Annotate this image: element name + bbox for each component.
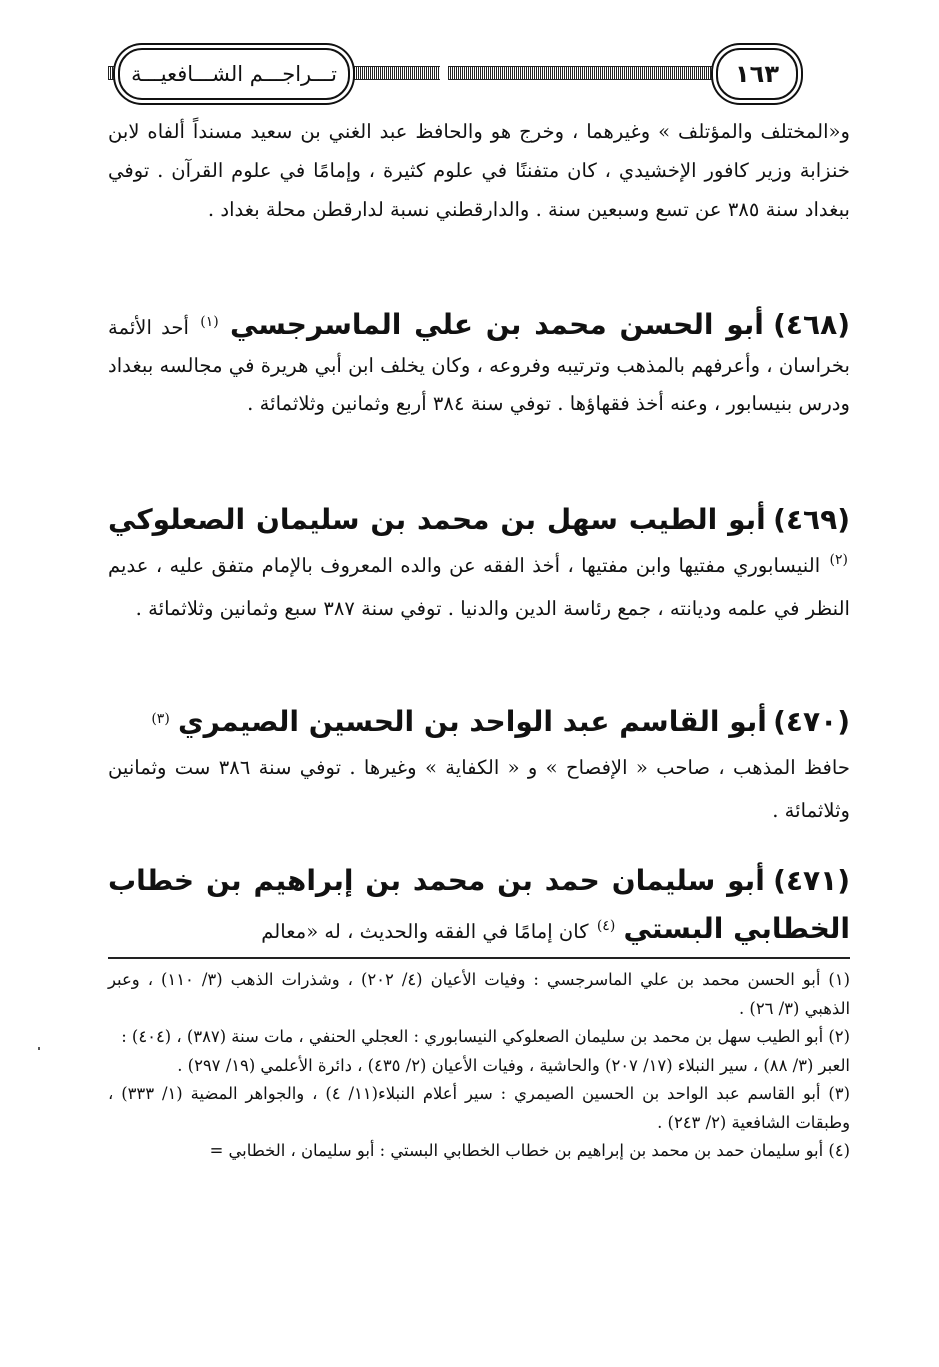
paragraph-continuation bbox=[108, 112, 850, 229]
scan-speck bbox=[38, 1047, 40, 1050]
header-ornament bbox=[108, 66, 116, 80]
footnote-divider bbox=[108, 957, 850, 959]
page-header bbox=[108, 44, 850, 104]
entry-number: (٤٦٩) bbox=[773, 503, 851, 536]
entry-number: (٤٦٨) bbox=[773, 308, 850, 341]
footnote: (٤) أبو سليمان حمد بن محمد بن إبراهيم بن خطاب الخطابي البستي : أبو سليمان ، الخطابي = bbox=[209, 1141, 850, 1160]
header-ornament bbox=[448, 66, 720, 80]
footnote-reference: (١) bbox=[200, 314, 219, 331]
entry-name: أبو القاسم عبد الواحد بن الحسين الصيمري bbox=[178, 705, 767, 738]
running-title: تـــراجـــم الشـــافعيـــة bbox=[118, 48, 350, 100]
entry-number: (٤٧١) bbox=[773, 864, 851, 897]
paragraph-text: و«المختلف والمؤتلف » وغيرهما ، وخرج هو والحافظ عبد الغني بن سعيد مسنداً ألفاه لابن خنزابة وزير كافور الإخشيدي ، كان متفننًا في علوم كثيرة ، وإمامًا في علوم القرآن . توفي ببغداد سنة ٣٨٥ عن تسع وسبعين سنة . والدارقطني نسبة لدارقطن محلة بغداد . bbox=[108, 120, 850, 221]
footnote: (٣) أبو القاسم عبد الواحد بن الحسين الصيمري : سير أعلام النبلاء(١١/ ٤) ، والجواهر المضية (١/ ٣٣٣) ، وطبقات الشافعية (٢/ ٢٤٣) . bbox=[108, 1084, 851, 1132]
entry-name: أبو سليمان حمد بن محمد بن إبراهيم بن خطاب الخطابي البستي bbox=[108, 864, 850, 945]
entry-text: أحد الأئمة بخراسان ، وأعرفهم بالمذهب وترتيبه وفروعه ، وكان يخلف ابن أبي هريرة في مجالسه ببغداد ودرس بنيسابور ، وعنه أخذ فقهاؤها . توفي سنة ٣٨٤ أربع وثمانين وثلاثمائة . bbox=[108, 316, 850, 415]
biography-469 bbox=[108, 498, 850, 630]
page-number: ١٦٣ bbox=[716, 48, 798, 100]
entry-name: أبو الطيب سهل بن محمد بن سليمان الصعلوكي bbox=[108, 503, 766, 536]
footnote: (٢) أبو الطيب سهل بن محمد بن سليمان الصعلوكي النيسابوري : العجلي الحنفي ، مات سنة (٣٨٧) ، (٤٠٤) : bbox=[121, 1027, 850, 1046]
entry-text: حافظ المذهب ، صاحب « الإفصاح » و « الكفاية » وغيرها . توفي سنة ٣٨٦ ست وثمانين وثلاثمائة . bbox=[108, 756, 850, 822]
footnote-reference: (٢) bbox=[829, 552, 848, 569]
biography-468 bbox=[108, 306, 850, 423]
footnote-reference: (٤) bbox=[596, 918, 616, 935]
footnote: (١) أبو الحسن محمد بن علي الماسرجسي : وفيات الأعيان (٤/ ٢٠٢) ، وشذرات الذهب (٣/ ١١٠) ، وعبر الذهبي (٣/ ٢٦) . bbox=[108, 970, 850, 1018]
entry-text: النيسابوري مفتيها وابن مفتيها ، أخذ الفقه عن والده المعروف بالإمام متفق عليه ، عديم النظر في علمه وديانته ، جمع رئاسة الدين والدنيا . توفي سنة ٣٨٧ سبع وثمانين وثلاثمائة . bbox=[108, 554, 850, 620]
footnotes bbox=[108, 966, 850, 1166]
footnote-reference: (٣) bbox=[151, 711, 170, 728]
biography-471 bbox=[108, 858, 850, 954]
footnote: العبر (٣/ ٨٨) ، سير النبلاء (١٧/ ٢٠٧) والحاشية ، وفيات الأعيان (٢/ ٤٣٥) ، دائرة الأعلمي (١٩/ ٢٩٧) . bbox=[177, 1055, 850, 1075]
entry-text: كان إمامًا في الفقه والحديث ، له «معالم bbox=[261, 920, 589, 943]
entry-number: (٤٧٠) bbox=[773, 705, 850, 738]
entry-name: أبو الحسن محمد بن علي الماسرجسي bbox=[229, 308, 764, 341]
biography-470 bbox=[108, 700, 850, 832]
